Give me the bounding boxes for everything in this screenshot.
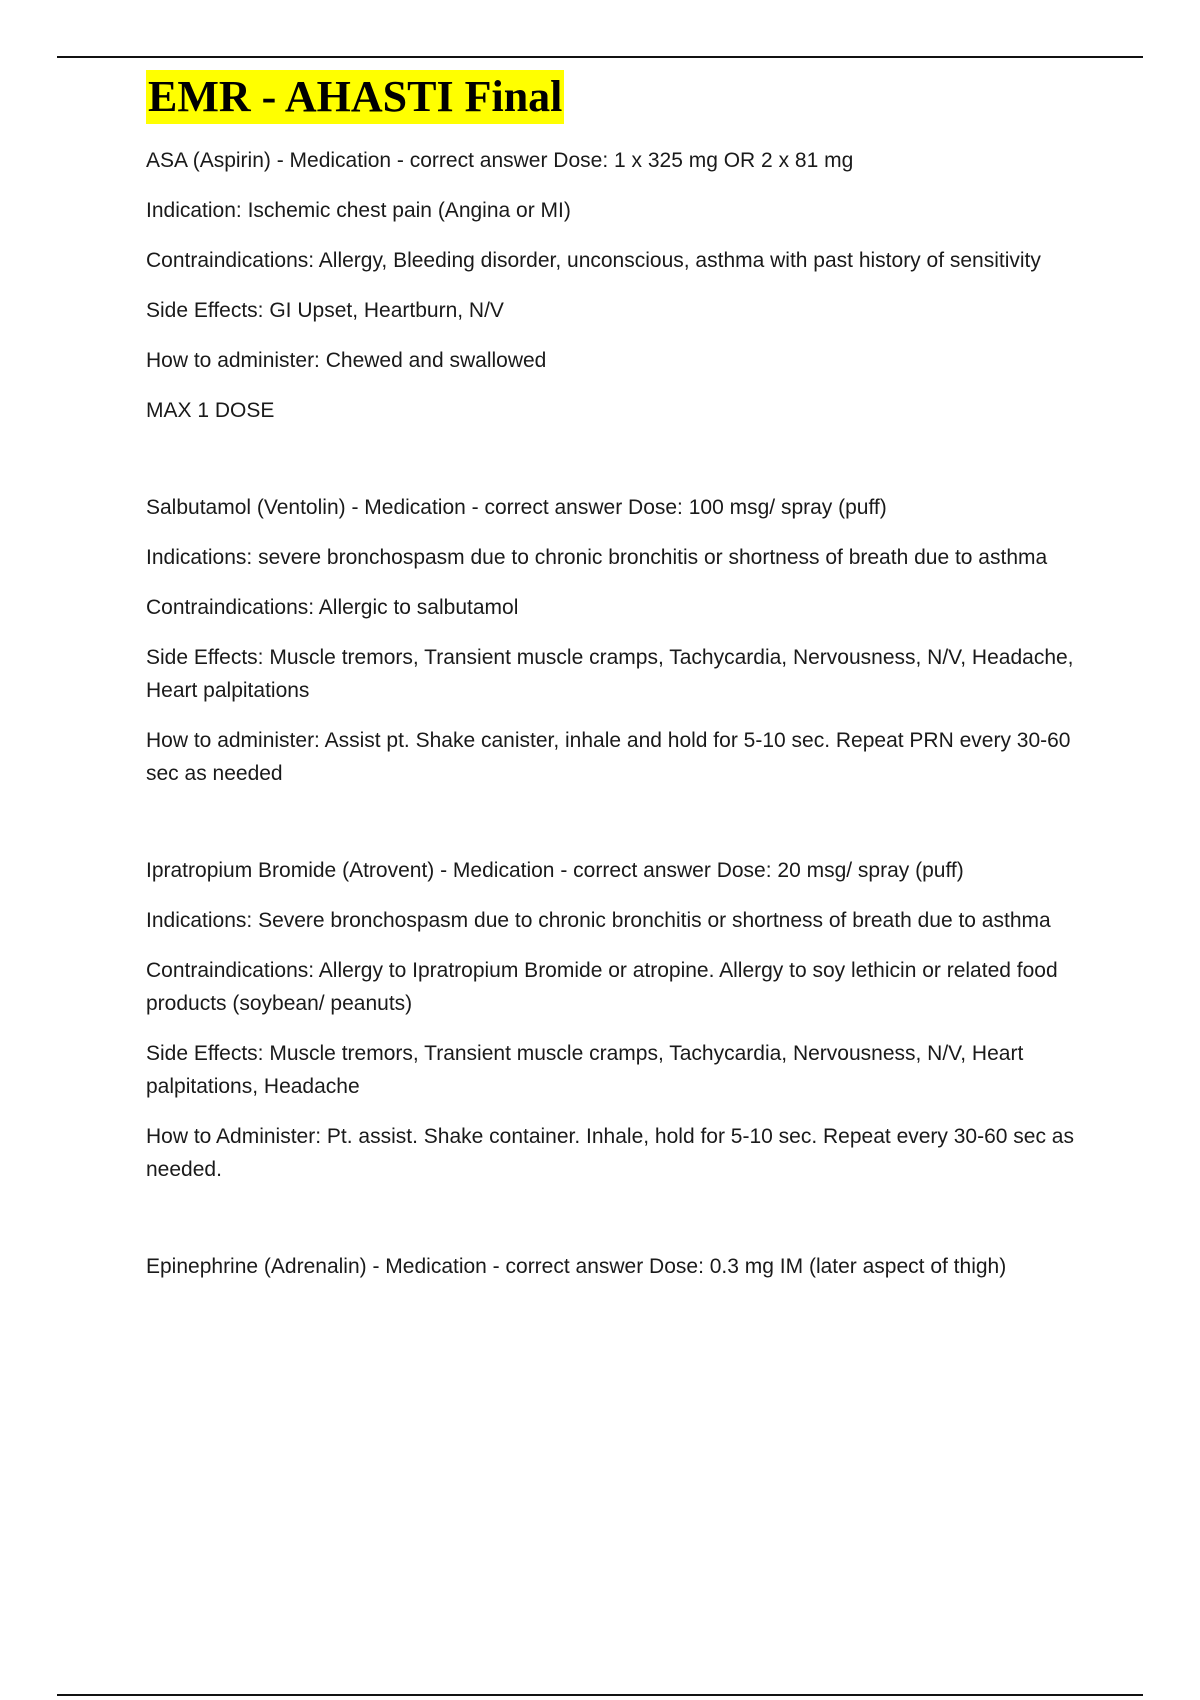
entry-line: Indications: severe bronchospasm due to chronic bronchitis or shortness of breath due to asthma (146, 546, 1048, 569)
document-title: EMR - AHASTI Final (146, 70, 564, 124)
medication-entry-ipratropium (146, 854, 1086, 1186)
entry-line: Side Effects: Muscle tremors, Transient muscle cramps, Tachycardia, Nervousness, N/V, Heart palpitations, Headache (146, 1042, 1024, 1098)
entry-line: Indications: Severe bronchospasm due to chronic bronchitis or shortness of breath due to asthma (146, 909, 1051, 932)
entry-line: Salbutamol (Ventolin) - Medication - correct answer Dose: 100 msg/ spray (puff) (146, 496, 887, 519)
entry-line: Ipratropium Bromide (Atrovent) - Medication - correct answer Dose: 20 msg/ spray (puff) (146, 859, 964, 882)
entry-line: How to administer: Assist pt. Shake canister, inhale and hold for 5-10 sec. Repeat PRN every 30-60 sec as needed (146, 729, 1071, 785)
entry-line: Side Effects: Muscle tremors, Transient muscle cramps, Tachycardia, Nervousness, N/V, Headache, Heart palpitations (146, 646, 1074, 702)
entry-line: Contraindications: Allergy to Ipratropium Bromide or atropine. Allergy to soy lethicin or related food products (soybean/ peanuts) (146, 959, 1058, 1015)
entry-line: How to administer: Chewed and swallowed (146, 349, 547, 372)
medication-entry-salbutamol (146, 491, 1086, 790)
top-rule (57, 56, 1143, 58)
bottom-rule (57, 1694, 1143, 1696)
entry-line: Indication: Ischemic chest pain (Angina or MI) (146, 199, 571, 222)
entry-line: Epinephrine (Adrenalin) - Medication - correct answer Dose: 0.3 mg IM (later aspect of thigh) (146, 1255, 1007, 1278)
entry-line: Contraindications: Allergy, Bleeding disorder, unconscious, asthma with past history of sensitivity (146, 249, 1041, 272)
entry-line: Contraindications: Allergic to salbutamol (146, 596, 519, 619)
entry-line: How to Administer: Pt. assist. Shake container. Inhale, hold for 5-10 sec. Repeat every 30-60 sec as needed. (146, 1125, 1074, 1181)
entry-line: ASA (Aspirin) - Medication - correct answer Dose: 1 x 325 mg OR 2 x 81 mg (146, 149, 854, 172)
entry-line: Side Effects: GI Upset, Heartburn, N/V (146, 299, 504, 322)
medication-entry-asa (146, 144, 1086, 427)
entry-line: MAX 1 DOSE (146, 399, 275, 422)
medication-entry-epinephrine (146, 1250, 1086, 1283)
document-page (146, 70, 1086, 1300)
